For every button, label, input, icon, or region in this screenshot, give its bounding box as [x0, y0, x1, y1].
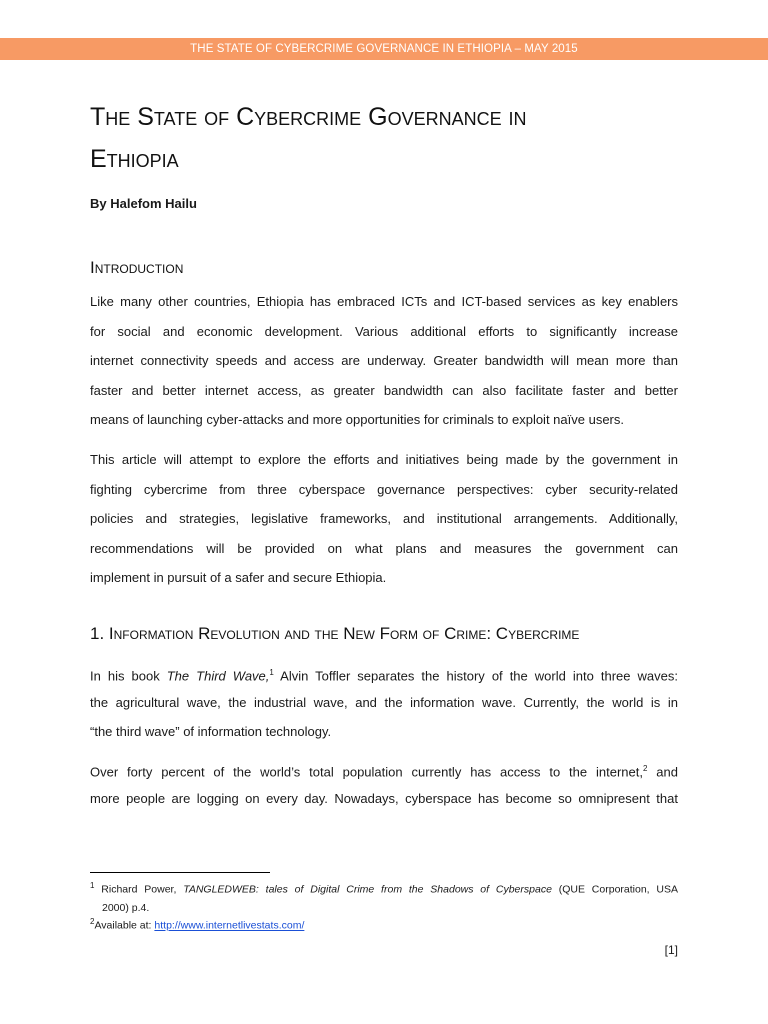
footnote-2 [90, 913, 678, 935]
footnote-text: (QUE Corporation, USA [551, 883, 679, 896]
page-number: [1] [664, 943, 678, 957]
text-line [90, 759, 678, 789]
text-line: implement in pursuit of a safer and secure Ethiopia. [90, 570, 387, 586]
title-line: Ethiopia [90, 145, 179, 173]
text-line: “the third wave” of information technology. [90, 724, 332, 740]
footnote-text: 2000) p.4. [102, 901, 150, 914]
text: Alvin Toffler separates the history of the world into three waves: [273, 668, 678, 684]
paragraph-s1-1 [90, 663, 678, 752]
footnote-separator [90, 872, 270, 873]
footnote-ref-2[interactable]: 2 [642, 764, 648, 773]
author-byline: By Halefom Hailu [90, 196, 197, 211]
footnote-link[interactable]: http://www.internetlivestats.com/ [154, 919, 305, 932]
title-line: The State of Cybercrime Governance in [90, 103, 527, 131]
footnote-number: 1 [90, 881, 95, 890]
heading-section-1: 1. Information Revolution and the New Form of Crime: Cybercrime [90, 624, 580, 643]
text: In his book [90, 668, 167, 684]
text-line: means of launching cyber-attacks and more opportunities for criminals to exploit naïve users. [90, 412, 624, 428]
text: Over forty percent of the world’s total population currently has access to the internet, [90, 764, 643, 780]
paragraph-s1-2 [90, 759, 678, 818]
footnote-1 [90, 877, 678, 917]
footnote-number: 2 [90, 917, 95, 926]
footnote-text: Available at: [94, 919, 155, 932]
text-line: for social and economic development. Various additional efforts to significantly increase [90, 323, 678, 339]
text: and [647, 764, 678, 780]
text-line: more people are logging on every day. Nowadays, cyberspace has become so omnipresent that [90, 790, 678, 806]
text-line: faster and better internet access, as greater bandwidth can also facilitate faster and better [90, 382, 678, 398]
text-line: the agricultural wave, the industrial wave, and the information wave. Currently, the world is in [90, 694, 678, 710]
document-title [90, 96, 690, 180]
text-line [90, 663, 678, 693]
paragraph-intro-2 [90, 450, 678, 598]
text-line: Like many other countries, Ethiopia has embraced ICTs and ICT-based services as key enablers [90, 294, 678, 309]
book-title: The Third Wave, [166, 668, 270, 684]
footnote-title: TANGLEDWEB: tales of Digital Crime from the Shadows of Cyberspace [183, 883, 552, 896]
text-line: policies and strategies, legislative frameworks, and institutional arrangements. Additionally, [90, 511, 678, 527]
text-line: recommendations will be provided on what plans and measures the government can [90, 540, 678, 556]
text-line: fighting cybercrime from three cyberspace governance perspectives: cyber security-related [90, 481, 678, 497]
text-line: This article will attempt to explore the efforts and initiatives being made by the government in [90, 452, 678, 467]
running-header: THE STATE OF CYBERCRIME GOVERNANCE IN ETHIOPIA – MAY 2015 [0, 38, 768, 60]
paragraph-intro-1 [90, 292, 678, 440]
heading-introduction: Introduction [90, 258, 184, 277]
text-line: internet connectivity speeds and access are underway. Greater bandwidth will mean more than [90, 353, 678, 369]
footnote-ref-1[interactable]: 1 [269, 668, 274, 677]
footnote-text: Richard Power, [94, 883, 184, 896]
